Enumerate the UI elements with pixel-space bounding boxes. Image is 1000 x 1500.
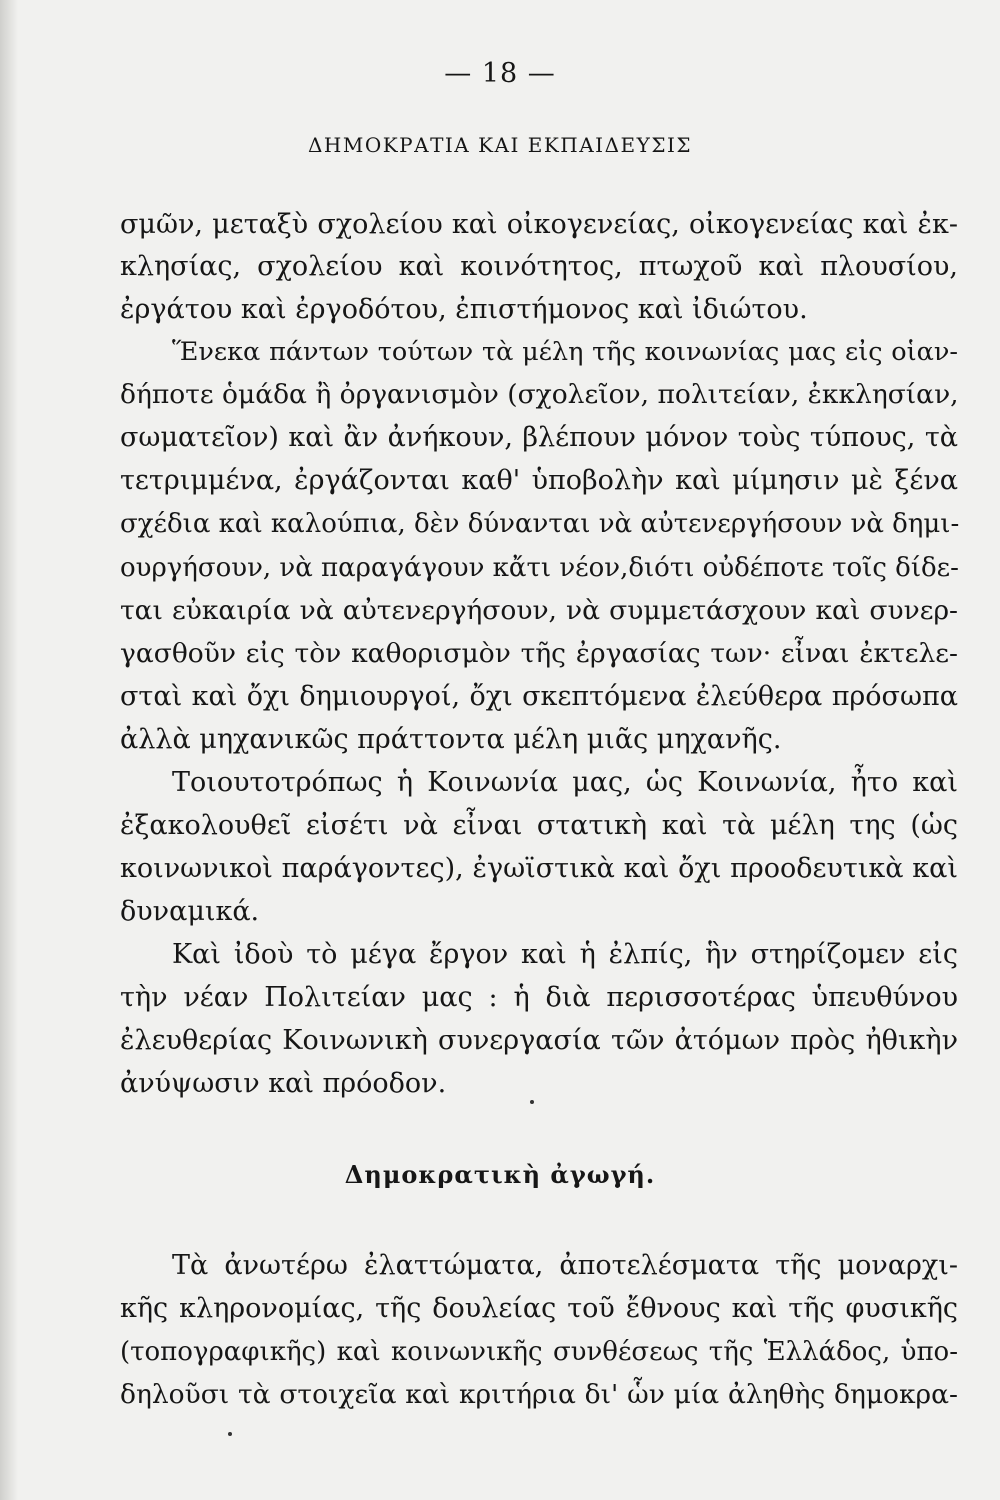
text-line: σταὶ καὶ ὄχι δημιουργοί, ὄχι σκεπτόμενα ἐλεύθερα πρόσωπα <box>120 681 958 712</box>
text-line: σχέδια καὶ καλούπια, δὲν δύνανται νὰ αὐτενεργήσουν νὰ δημι- <box>120 509 960 539</box>
text-line: ἀλλὰ μηχανικῶς πράττοντα μέλη μιᾶς μηχανῆς. <box>120 724 782 755</box>
text-line: τετριμμένα, ἐργάζονται καθ' ὑποβολὴν καὶ μίμησιν μὲ ξένα <box>120 465 958 496</box>
text-line: ἐξακολουθεῖ εἰσέτι νὰ εἶναι στατικὴ καὶ τὰ μέλη της (ὡς <box>120 810 958 841</box>
text-line: σμῶν, μεταξὺ σχολείου καὶ οἰκογενείας, οἰκογενείας καὶ ἐκ- <box>120 209 958 240</box>
text-line: δήποτε ὁμάδα ἢ ὀργανισμὸν (σχολεῖον, πολιτείαν, ἐκκλησίαν, <box>120 379 959 410</box>
text-line: σωματεῖον) καὶ ἂν ἀνήκουν, βλέπουν μόνον τοὺς τύπους, τὰ <box>120 422 958 453</box>
text-line: τὴν νέαν Πολιτείαν μας : ἡ διὰ περισσοτέρας ὑπευθύνου <box>120 982 958 1013</box>
text-line: ἀνύψωσιν καὶ πρόοδον. <box>120 1068 447 1099</box>
text-line: κῆς κληρονομίας, τῆς δουλείας τοῦ ἔθνους καὶ τῆς φυσικῆς <box>120 1293 958 1324</box>
text-line: ουργήσουν, νὰ παραγάγουν κἄτι νέον,διότι οὐδέποτε τοῖς δίδε- <box>120 553 959 583</box>
text-line: δυναμικά. <box>120 896 260 927</box>
text-line: Καὶ ἰδοὺ τὸ μέγα ἔργον καὶ ἡ ἐλπίς, ἣν στηρίζομεν εἰς <box>172 939 958 970</box>
text-line: κλησίας, σχολείου καὶ κοινότητος, πτωχοῦ καὶ πλουσίου, <box>120 251 958 282</box>
text-line: δηλοῦσι τὰ στοιχεῖα καὶ κριτήρια δι' ὧν μία ἀληθὴς δημοκρα- <box>120 1379 958 1410</box>
text-line: Τοιουτοτρόπως ἡ Κοινωνία μας, ὡς Κοινωνία, ἦτο καὶ <box>172 767 958 798</box>
text-line: ἐλευθερίας Κοινωνικὴ συνεργασία τῶν ἀτόμων πρὸς ἠθικὴν <box>120 1025 958 1056</box>
text-line: κοινωνικοὶ παράγοντες), ἐγωϊστικὰ καὶ ὄχι προοδευτικὰ καὶ <box>120 853 958 884</box>
page-number: — 18 — <box>444 58 556 89</box>
page-edge-shadow <box>0 0 18 1500</box>
text-line: ἐργάτου καὶ ἐργοδότου, ἐπιστήμονος καὶ ἰδιώτου. <box>120 294 808 325</box>
ink-speck <box>228 1432 232 1436</box>
text-line: Ἕνεκα πάντων τούτων τὰ μέλη τῆς κοινωνίας μας εἰς οἱαν- <box>172 337 958 367</box>
ink-speck <box>530 1100 534 1104</box>
text-line: Τὰ ἀνωτέρω ἐλαττώματα, ἀποτελέσματα τῆς μοναρχι- <box>172 1250 958 1281</box>
text-line: (τοπογραφικῆς) καὶ κοινωνικῆς συνθέσεως τῆς Ἑλλάδος, ὑπο- <box>120 1337 958 1367</box>
section-title: Δημοκρατικὴ ἀγωγή. <box>344 1160 656 1189</box>
text-line: γασθοῦν εἰς τὸν καθορισμὸν τῆς ἐργασίας των· εἶναι ἐκτελε- <box>120 638 958 669</box>
running-head: ΔΗΜΟΚΡΑΤΙΑ ΚΑΙ ΕΚΠΑΙΔΕΥΣΙΣ <box>307 133 693 157</box>
text-line: ται εὐκαιρία νὰ αὐτενεργήσουν, νὰ συμμετάσχουν καὶ συνερ- <box>120 595 958 626</box>
